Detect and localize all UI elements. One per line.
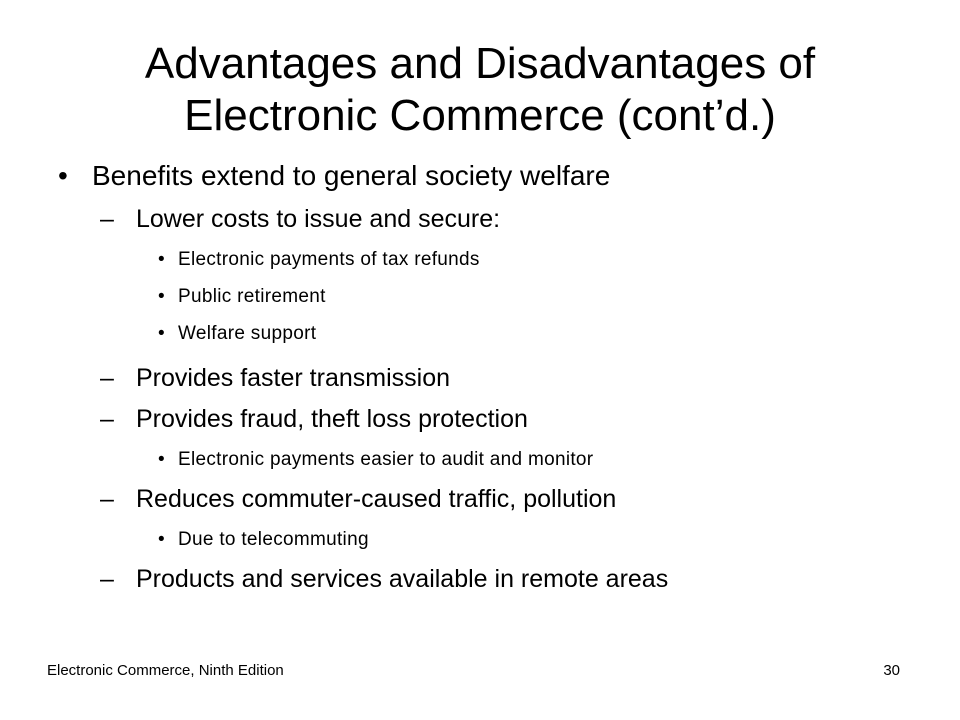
footer-page-number: 30	[883, 662, 900, 679]
bullet-text: Benefits extend to general society welfare	[92, 160, 611, 191]
footer-book-title: Electronic Commerce, Ninth Edition	[47, 662, 284, 679]
bullet-level3	[158, 529, 369, 551]
bullet-marker: •	[158, 286, 165, 307]
bullet-marker: •	[58, 160, 68, 191]
bullet-level3	[158, 323, 316, 345]
bullet-level1	[58, 160, 610, 192]
dash-marker: –	[100, 364, 114, 392]
bullet-marker: •	[158, 529, 165, 550]
bullet-level2	[100, 364, 450, 393]
dash-marker: –	[100, 565, 114, 593]
bullet-text: Reduces commuter-caused traffic, pollution	[136, 485, 617, 513]
bullet-text: Provides faster transmission	[136, 364, 451, 392]
bullet-marker: •	[158, 323, 165, 344]
slide-title	[60, 38, 900, 142]
bullet-text: Due to telecommuting	[178, 529, 369, 550]
bullet-level3	[158, 449, 593, 471]
bullet-marker: •	[158, 449, 165, 470]
title-line-1: Advantages and Disadvantages of	[144, 39, 816, 88]
bullet-text: Products and services available in remote areas	[136, 565, 669, 593]
bullet-marker: •	[158, 249, 165, 270]
bullet-text: Electronic payments of tax refunds	[178, 249, 480, 270]
bullet-text: Welfare support	[178, 323, 317, 344]
dash-marker: –	[100, 485, 114, 513]
bullet-level3	[158, 286, 326, 308]
bullet-level2	[100, 205, 500, 234]
bullet-level2	[100, 565, 668, 594]
bullet-text: Lower costs to issue and secure:	[136, 205, 501, 233]
dash-marker: –	[100, 405, 114, 433]
bullet-level2	[100, 485, 616, 514]
bullet-text: Provides fraud, theft loss protection	[136, 405, 528, 433]
bullet-level3	[158, 249, 480, 271]
bullet-text: Public retirement	[178, 286, 326, 307]
bullet-level2	[100, 405, 528, 434]
bullet-text: Electronic payments easier to audit and monitor	[178, 449, 594, 470]
dash-marker: –	[100, 205, 114, 233]
title-line-2: Electronic Commerce (cont’d.)	[184, 91, 776, 140]
